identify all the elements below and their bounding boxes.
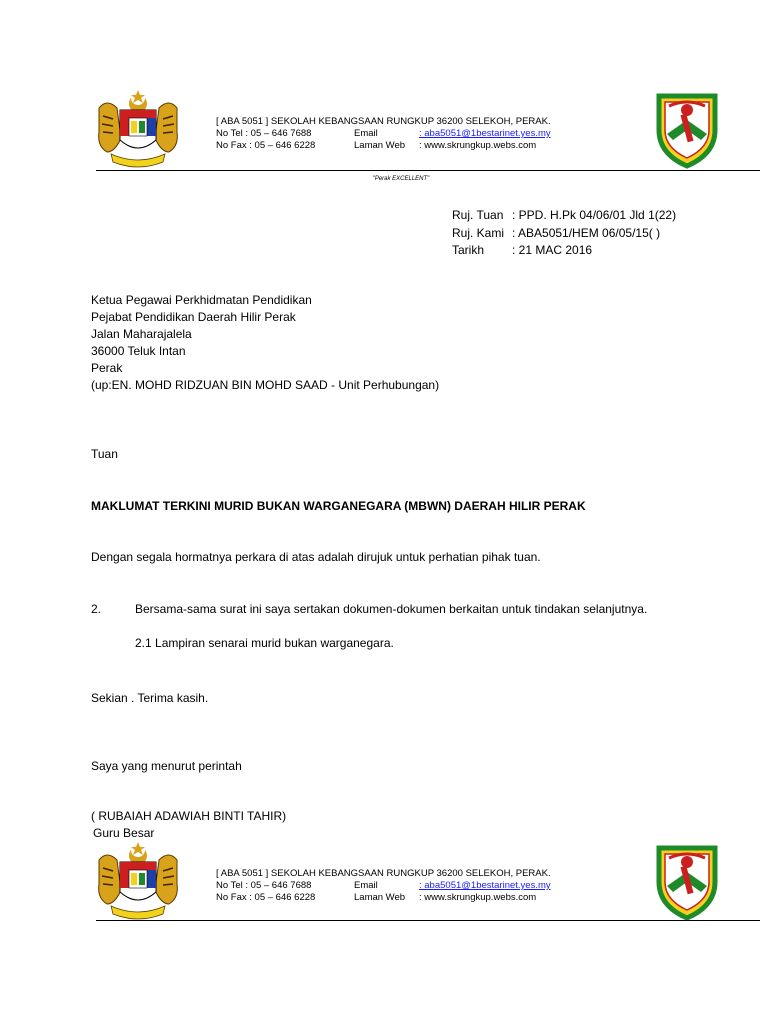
school-crest-icon xyxy=(653,842,721,922)
paragraph-2-1: 2.1 Lampiran senarai murid bukan warganegara. xyxy=(135,636,394,650)
paragraph-2: Bersama-sama surat ini saya sertakan dokumen-dokumen berkaitan untuk tindakan selanjutnya. xyxy=(135,602,648,616)
closing: Sekian . Terima kasih. xyxy=(91,691,209,705)
address-line: Ketua Pegawai Perkhidmatan Pendidikan xyxy=(91,293,312,307)
email-label: Email xyxy=(354,880,378,891)
email-link[interactable]: : aba5051@1bestarinet.yes.my xyxy=(419,128,551,139)
school-name-line: [ ABA 5051 ] SEKOLAH KEBANGSAAN RUNGKUP 36200 SELEKOH, PERAK. xyxy=(216,868,551,879)
tel-label: No Tel : 05 – 646 7688 xyxy=(216,128,312,139)
address-line: Perak xyxy=(91,361,123,375)
coat-of-arms-icon xyxy=(93,88,183,170)
ruj-tuan-label: Ruj. Tuan xyxy=(452,208,504,222)
address-line: Pejabat Pendidikan Daerah Hilir Perak xyxy=(91,310,296,324)
coat-of-arms-icon xyxy=(93,840,183,922)
school-crest-icon xyxy=(653,90,721,170)
web-address: : www.skrungkup.webs.com xyxy=(419,140,537,151)
web-address: : www.skrungkup.webs.com xyxy=(419,892,537,903)
fax-label: No Fax : 05 – 646 6228 xyxy=(216,892,316,903)
letterhead-bottom xyxy=(0,840,768,940)
letterhead-divider xyxy=(96,170,760,171)
obedience-line: Saya yang menurut perintah xyxy=(91,759,242,773)
recipient-address xyxy=(91,292,439,394)
email-link[interactable]: : aba5051@1bestarinet.yes.my xyxy=(419,880,551,891)
address-line: (up:EN. MOHD RIDZUAN BIN MOHD SAAD - Unit Perhubungan) xyxy=(91,378,440,392)
ruj-kami-label: Ruj. Kami xyxy=(452,225,505,240)
letter-subject: MAKLUMAT TERKINI MURID BUKAN WARGANEGARA (MBWN) DAERAH HILIR PERAK xyxy=(91,499,586,513)
tel-label: No Tel : 05 – 646 7688 xyxy=(216,880,312,891)
tarikh-label: Tarikh xyxy=(452,243,485,257)
tarikh-value: : 21 MAC 2016 xyxy=(512,243,593,257)
web-label: Laman Web xyxy=(354,892,406,903)
salutation: Tuan xyxy=(91,447,118,461)
school-name-line: [ ABA 5051 ] SEKOLAH KEBANGSAAN RUNGKUP 36200 SELEKOH, PERAK. xyxy=(216,116,551,127)
signer-name: ( RUBAIAH ADAWIAH BINTI TAHIR) xyxy=(91,809,287,823)
email-label: Email xyxy=(354,128,378,139)
motto: "Perak EXCELLENT" xyxy=(372,176,430,182)
paragraph-2-number: 2. xyxy=(91,602,102,616)
ruj-tuan-value: : PPD. H.Pk 04/06/01 Jld 1(22) xyxy=(512,208,677,222)
paragraph-1: Dengan segala hormatnya perkara di atas adalah dirujuk untuk perhatian pihak tuan. xyxy=(91,550,541,564)
ruj-kami-value: : ABA5051/HEM 06/05/15( ) xyxy=(512,225,661,240)
letterhead-top xyxy=(0,88,768,188)
letterhead-divider xyxy=(96,920,760,921)
fax-label: No Fax : 05 – 646 6228 xyxy=(216,140,316,151)
web-label: Laman Web xyxy=(354,140,406,151)
address-line: 36000 Teluk Intan xyxy=(91,344,186,358)
signer-title: Guru Besar xyxy=(93,826,155,840)
address-line: Jalan Maharajalela xyxy=(91,327,192,341)
